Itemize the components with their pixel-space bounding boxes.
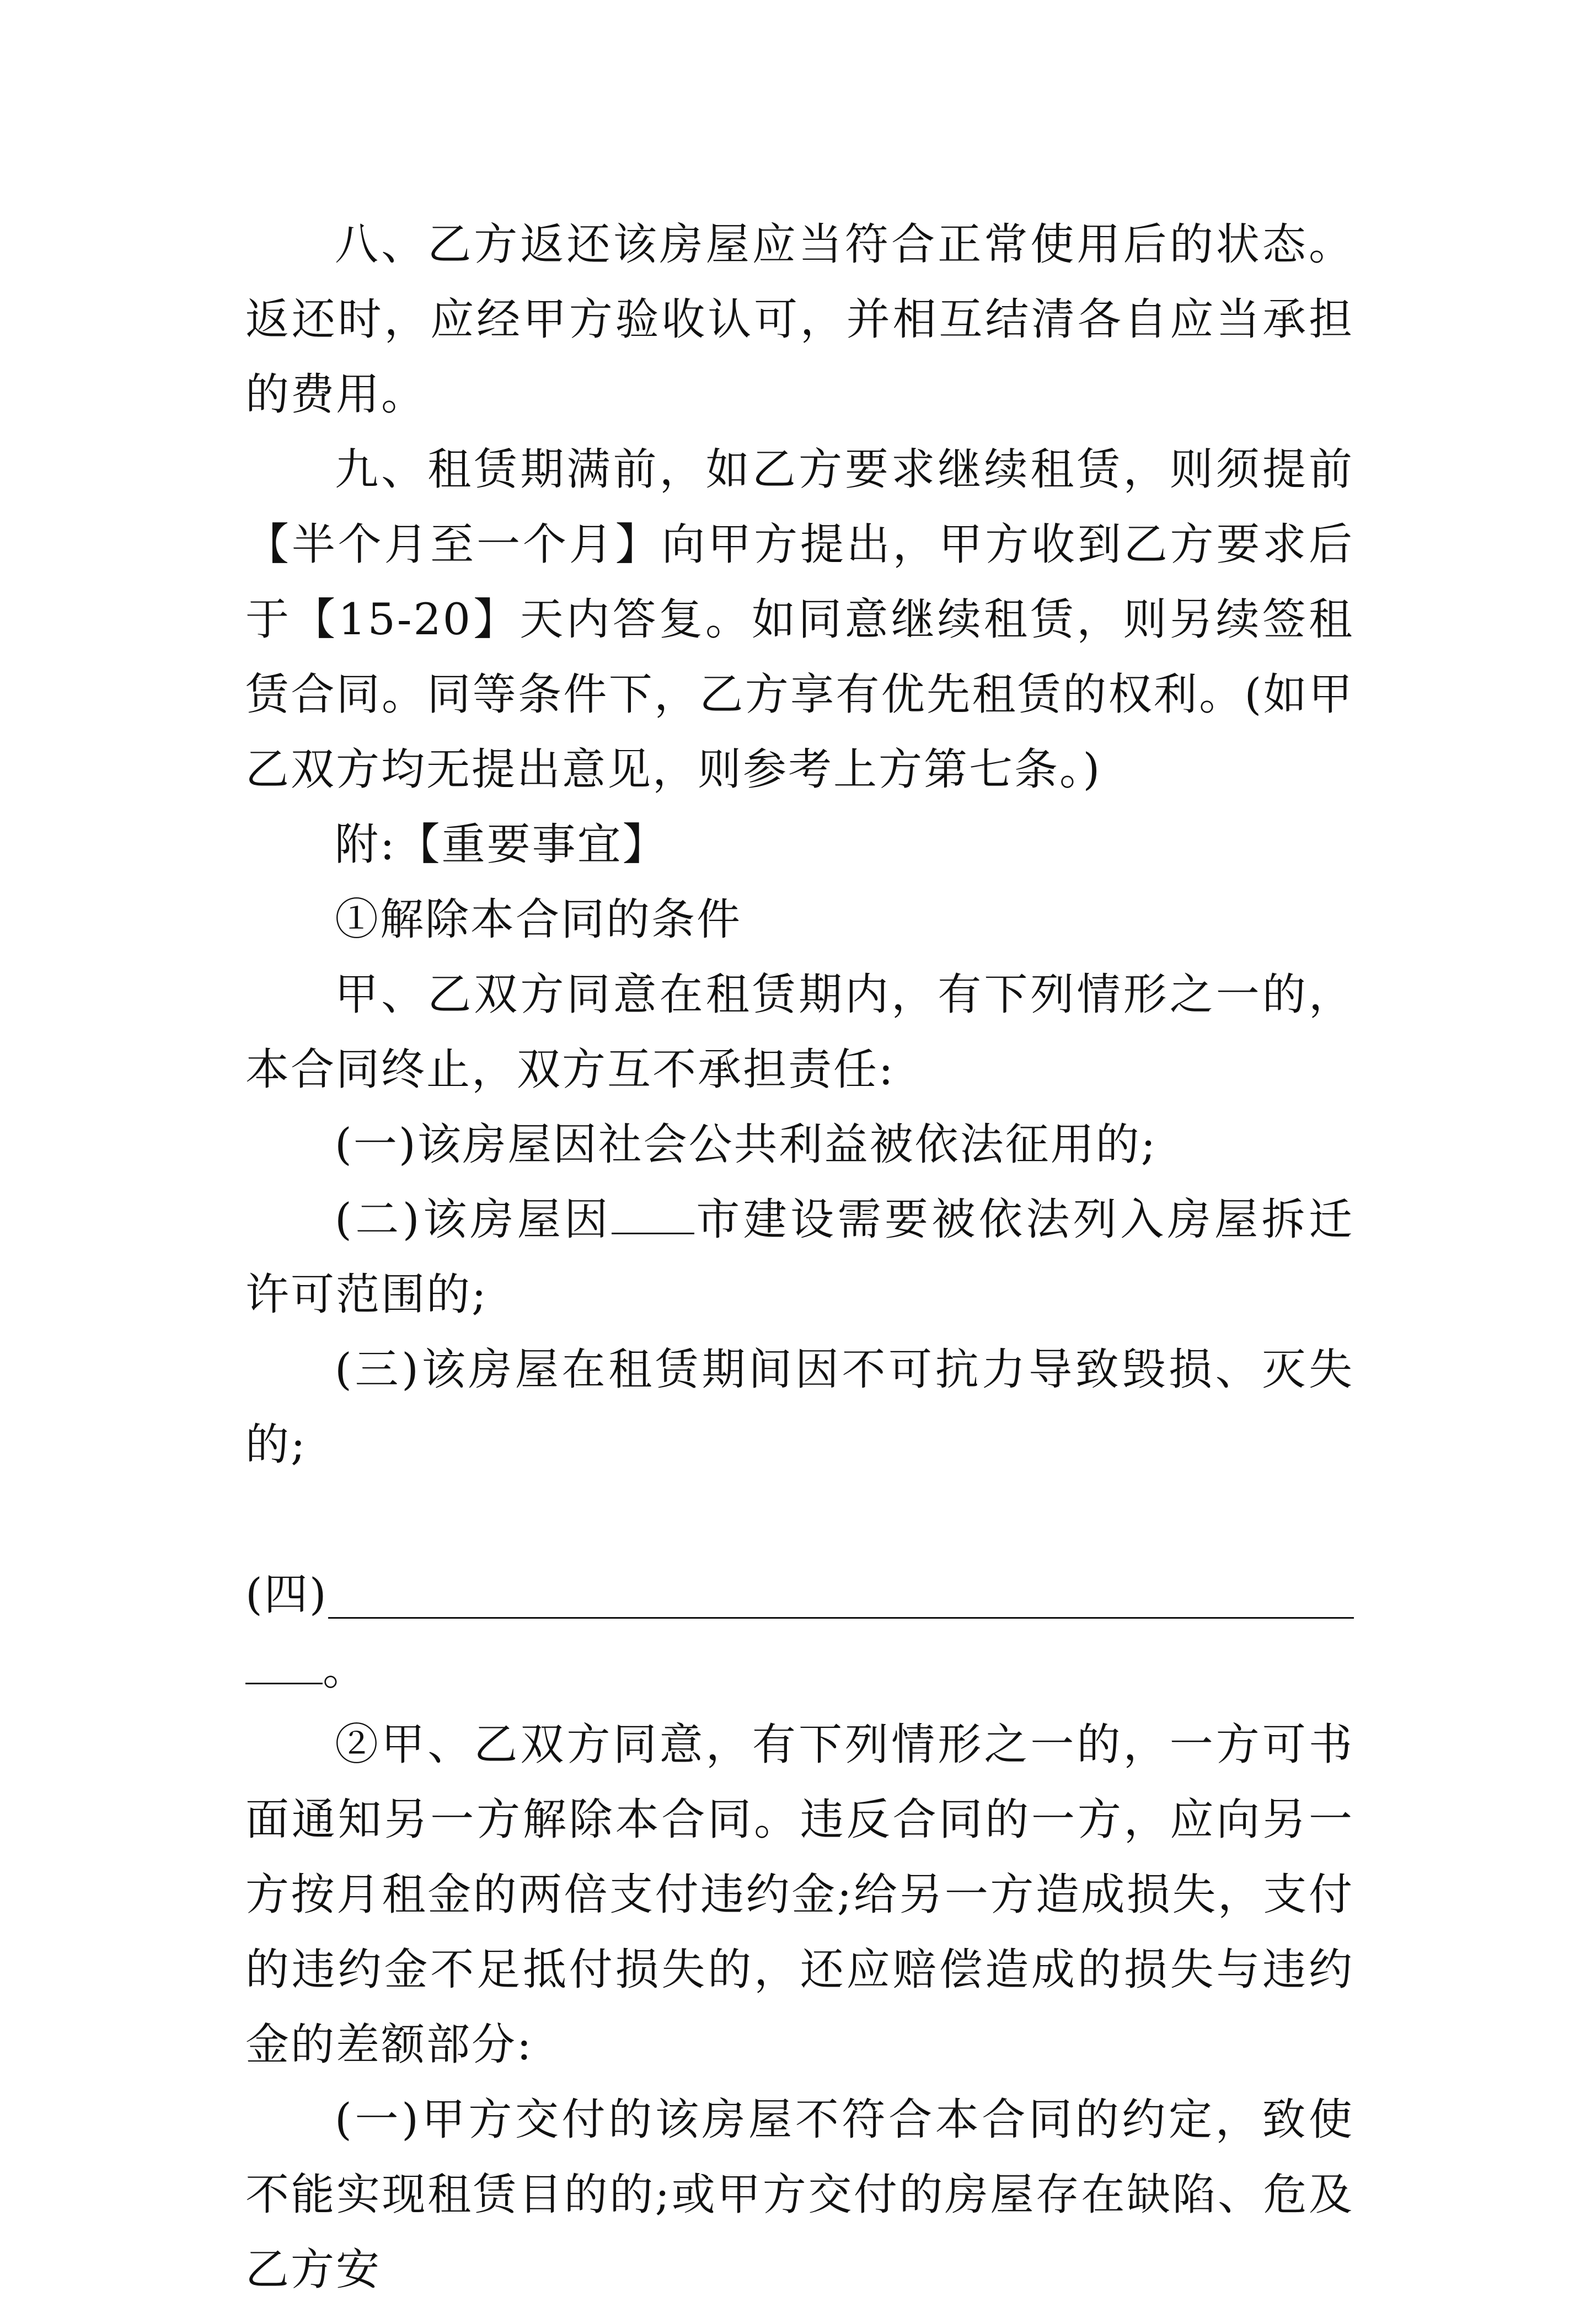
appendix-title: 附:【重要事宜】 — [335, 819, 668, 870]
document-body — [245, 207, 1354, 2307]
section-1-item-2-end: 市建设需要被依法列入房屋拆迁许可范围的; — [245, 1194, 1354, 1320]
section-1-item-4-end: 。 — [323, 1644, 368, 1695]
section-1-item-2 — [245, 1182, 1354, 1332]
section-2-intro: ②甲、乙双方同意，有下列情形之一的，一方可书面通知另一方解除本合同。违反合同的一方，应向另一方按月租金的两倍支付违约金;给另一方造成损失，支付的违约金不足抵付损失的，还应赔偿造成的损失与违约金的差额部分: — [245, 1719, 1354, 2070]
clause-9: 九、租赁期满前，如乙方要求继续租赁，则须提前【半个月至一个月】向甲方提出，甲方收到乙方要求后于【15-20】天内答复。如同意继续租赁，则另续签租赁合同。同等条件下，乙方享有优先租赁的权利。(如甲乙双方均无提出意见，则参考上方第七条。) — [245, 444, 1354, 795]
blank-item-4-tail-line — [245, 1643, 323, 1684]
section-1-item-4-label: (四) — [245, 1569, 328, 1620]
section-2-item-1: (一)甲方交付的该房屋不符合本合同的约定，致使不能实现租赁目的的;或甲方交付的房屋存在缺陷、危及乙方安 — [245, 2094, 1354, 2295]
blank-item-4-line — [328, 1573, 1354, 1619]
clause-8: 八、乙方返还该房屋应当符合正常使用后的状态。返还时，应经甲方验收认可，并相互结清各自应当承担的费用。 — [245, 219, 1354, 420]
section-1-item-2-start: (二)该房屋因 — [335, 1194, 612, 1245]
section-1-item-4 — [245, 1557, 1354, 1632]
section-1-item-3: (三)该房屋在租赁期间因不可抗力导致毁损、灭失的; — [245, 1344, 1354, 1470]
section-1-intro: 甲、乙双方同意在租赁期内，有下列情形之一的，本合同终止，双方互不承担责任: — [245, 969, 1354, 1095]
section-1-title: ①解除本合同的条件 — [335, 894, 742, 945]
section-1-item-1: (一)该房屋因社会公共利益被依法征用的; — [335, 1119, 1158, 1170]
blank-city-line — [612, 1193, 694, 1234]
section-1-item-4-tail — [245, 1632, 1354, 1707]
